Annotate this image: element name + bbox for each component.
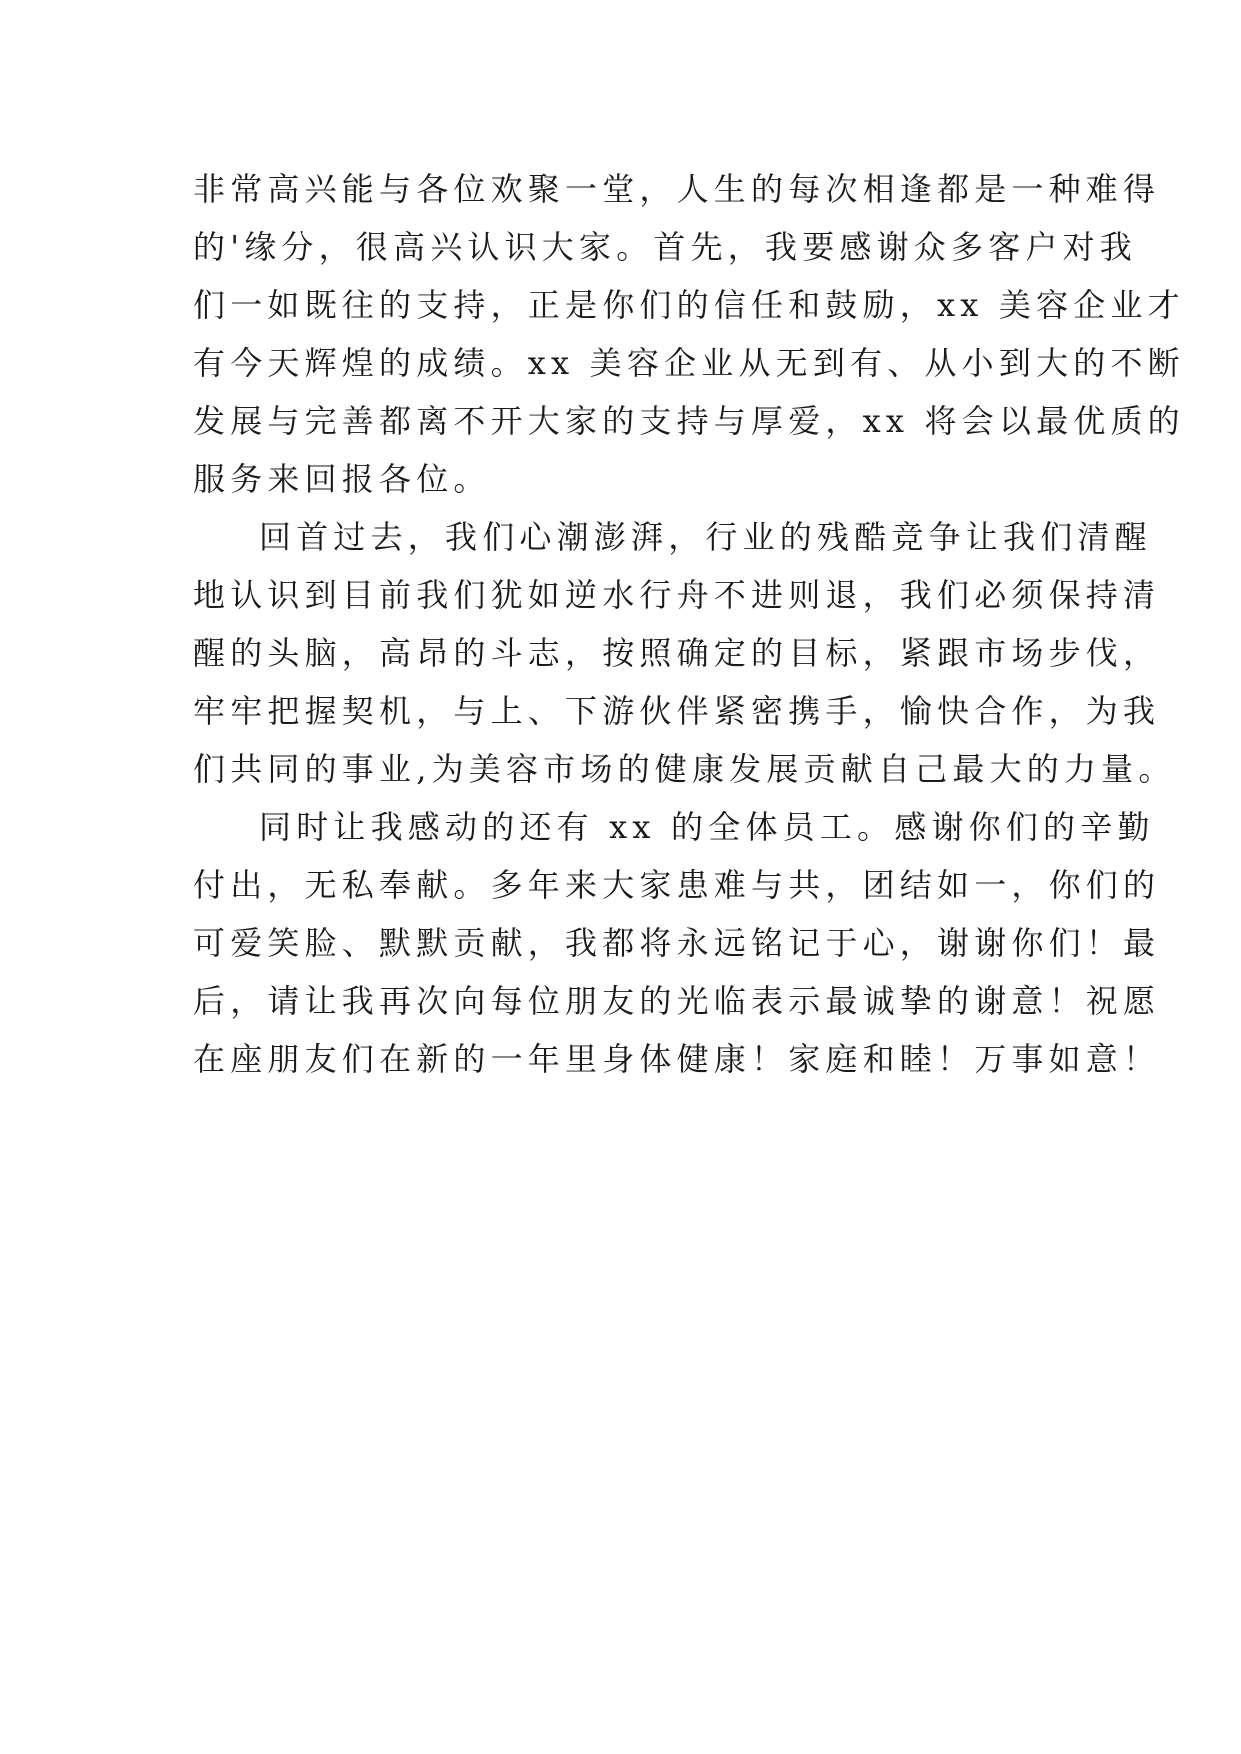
text-line: 同时让我感动的还有 xx 的全体员工。感谢你们的辛勤 [259,808,1155,846]
document-body [193,160,1185,1088]
text-line: 有今天辉煌的成绩。xx 美容企业从无到有、从小到大的不断 [193,344,1185,382]
text-line: 付出，无私奉献。多年来大家患难与共，团结如一，你们的 [193,866,1161,904]
text-line: 醒的头脑，高昂的斗志，按照确定的目标，紧跟市场步伐， [193,634,1161,672]
text-line: 非常高兴能与各位欢聚一堂，人生的每次相逢都是一种难得 [193,170,1161,208]
text-line: 的'缘分，很高兴认识大家。首先，我要感谢众多客户对我 [193,228,1137,266]
text-line: 发展与完善都离不开大家的支持与厚爱，xx 将会以最优质的 [193,402,1185,440]
text-line: 地认识到目前我们犹如逆水行舟不进则退，我们必须保持清 [193,576,1161,614]
text-line: 们一如既往的支持，正是你们的信任和鼓励，xx 美容企业才 [193,286,1185,324]
text-line: 在座朋友们在新的一年里身体健康！家庭和睦！万事如意！ [193,1040,1161,1078]
text-line: 可爱笑脸、默默贡献，我都将永远铭记于心，谢谢你们！最 [193,924,1161,962]
text-line: 后，请让我再次向每位朋友的光临表示最诚挚的谢意！祝愿 [193,982,1161,1020]
text-line: 服务来回报各位。 [193,460,491,498]
text-line: 牢牢把握契机，与上、下游伙伴紧密携手，愉快合作，为我 [193,692,1161,730]
text-line: 们共同的事业,为美容市场的健康发展贡献自己最大的力量。 [193,750,1176,788]
text-line: 回首过去，我们心潮澎湃，行业的残酷竞争让我们清醒 [259,518,1152,556]
